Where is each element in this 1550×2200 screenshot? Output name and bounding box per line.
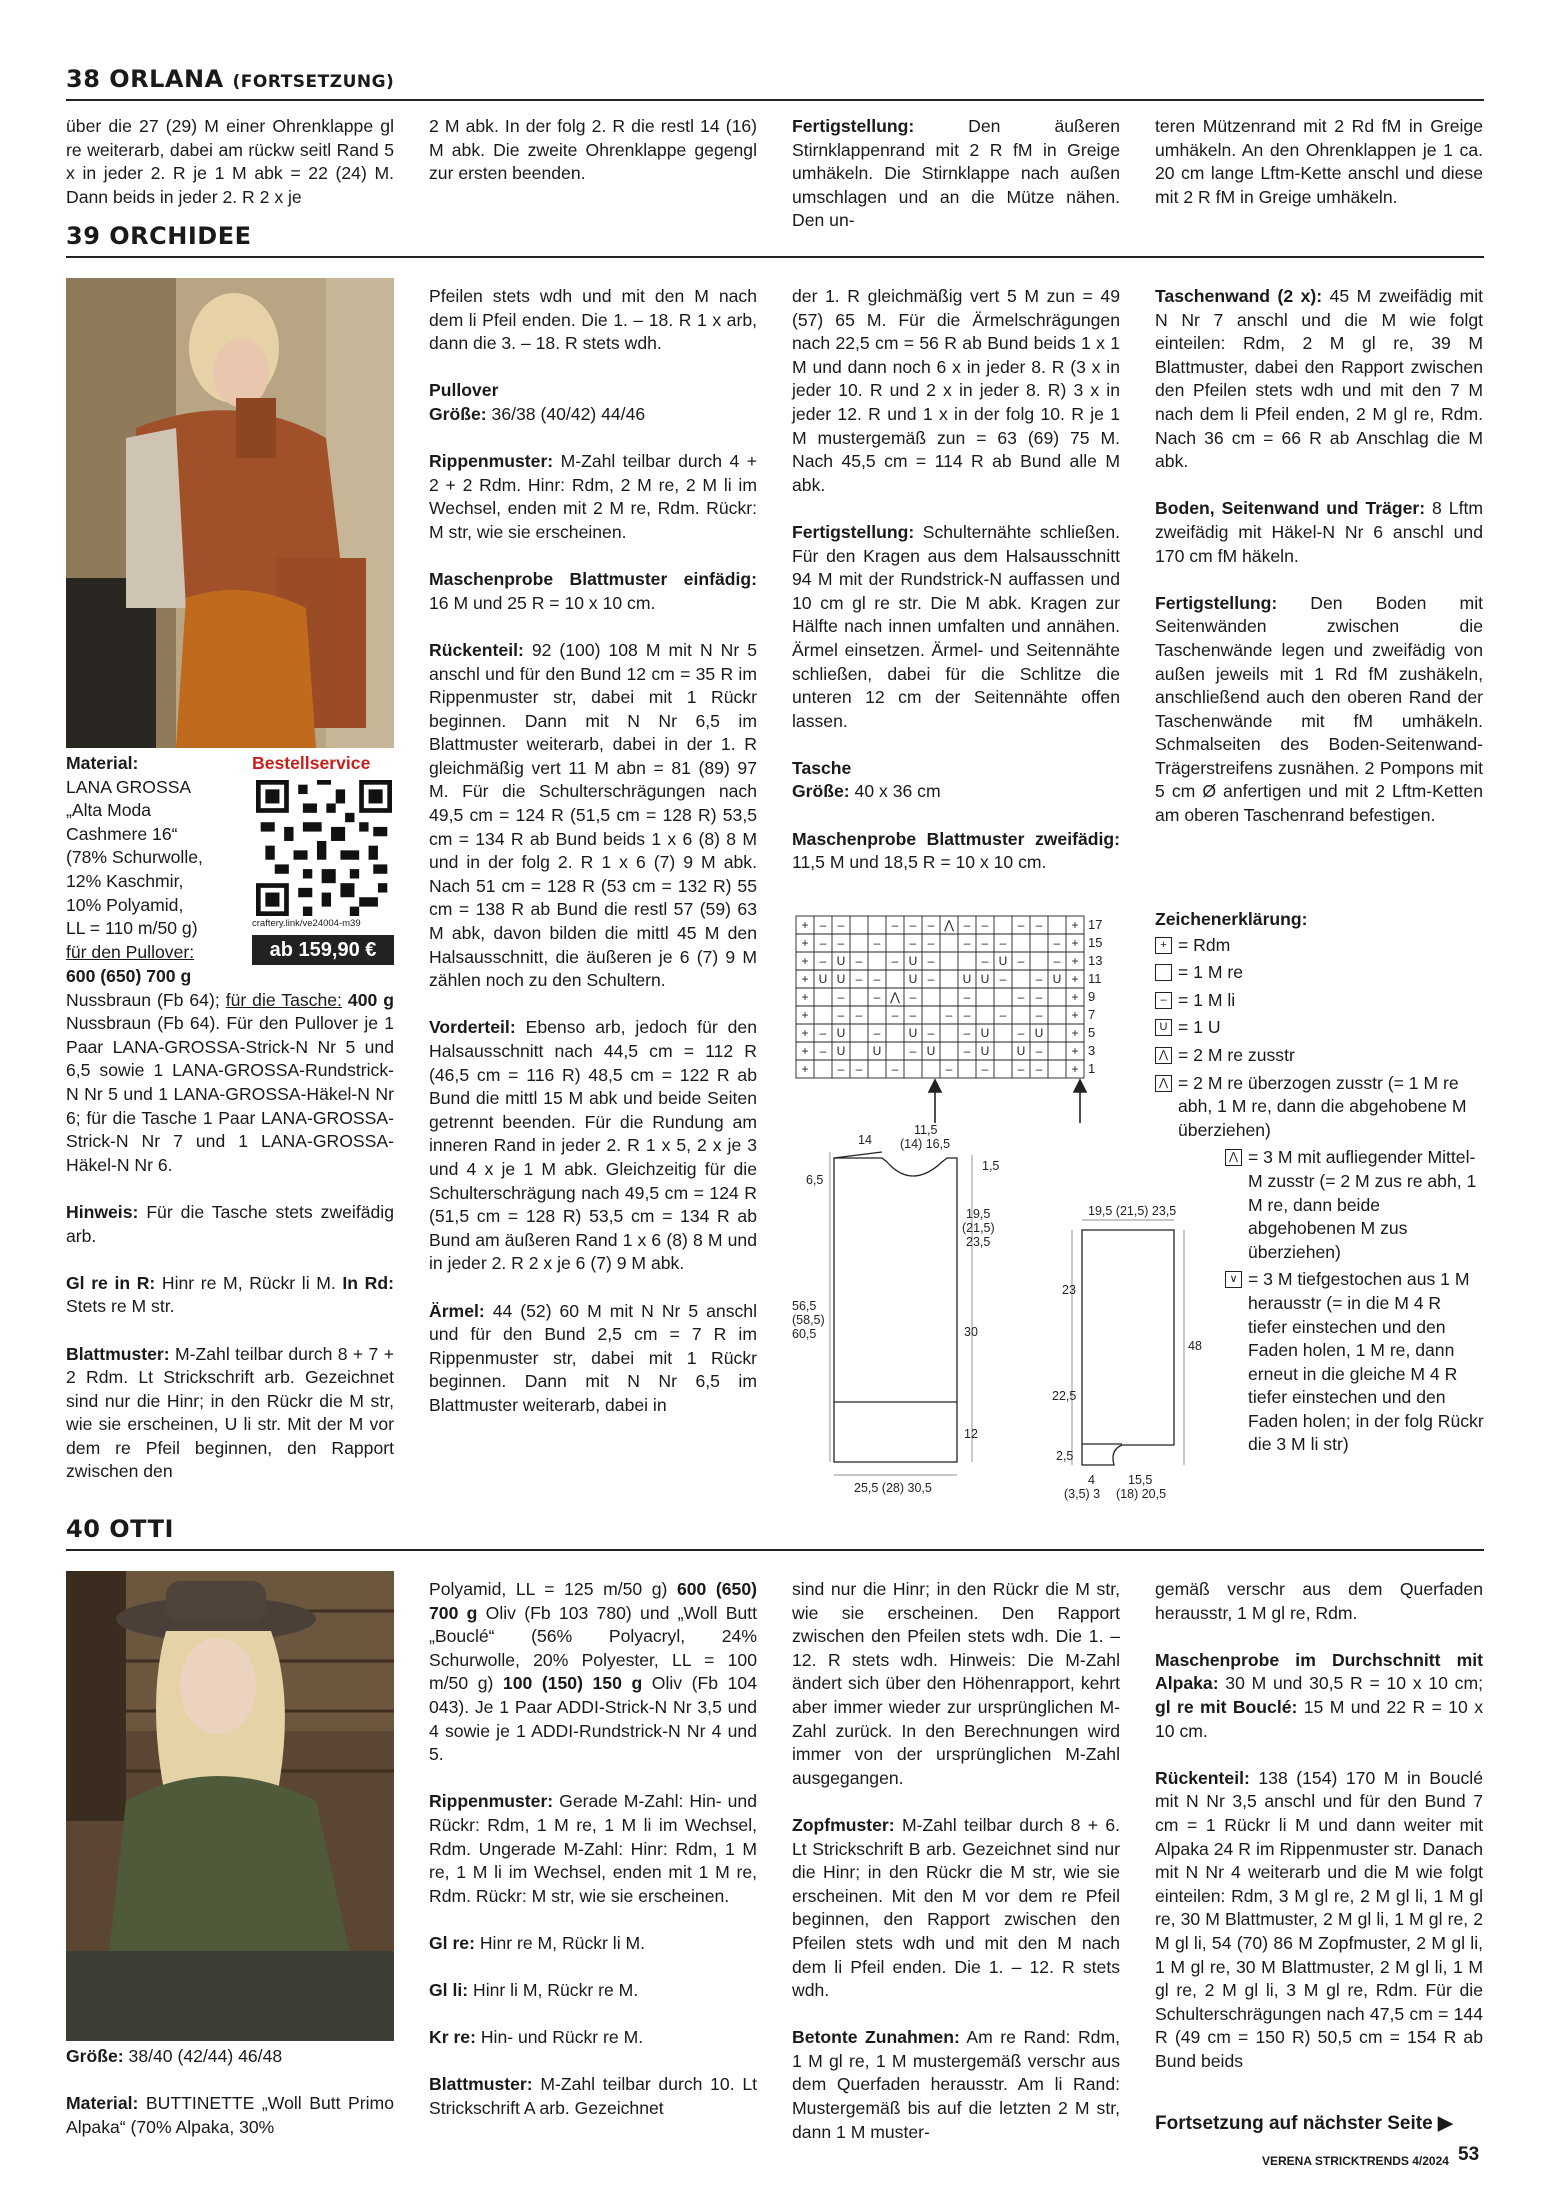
legend-item: ⋀ = 3 M mit aufliegender Mittel-M zusstr (= 2 M zus re abh, 1 M re, dann beide abgehobenen M zus überziehen) [1155, 1146, 1485, 1264]
chart-cell-symbol: – [1017, 1026, 1025, 1040]
chart-cell-symbol: – [891, 954, 899, 968]
chart-cell-symbol: – [1035, 990, 1043, 1004]
chart-cell-symbol: – [873, 1026, 881, 1040]
knit-symbol-icon [1155, 964, 1172, 981]
chart-cell-symbol: – [855, 1008, 863, 1022]
chart-cell-symbol: + [801, 1062, 809, 1076]
chart-cell-symbol: – [1017, 990, 1025, 1004]
chart-row-label: 11 [1088, 971, 1102, 986]
chart-cell-symbol: + [801, 954, 809, 968]
orlana-col-3: Fertigstellung: Den äußeren Stirnklappenrand mit 2 R fM in Greige umhäkeln. Die Stirnklappe nach außen umschlagen und an die Mütze nähen. Den un- [792, 116, 1120, 231]
chart-cell-symbol: U [1034, 1026, 1044, 1040]
chart-cell-symbol: + [1071, 1044, 1079, 1058]
chart-cell-symbol: + [1071, 1026, 1079, 1040]
chart-cell-symbol: U [962, 972, 972, 986]
schematic-label: (58,5) [792, 1313, 825, 1327]
chart-cell-symbol: ⋀ [890, 990, 900, 1004]
chart-cell-symbol: U [908, 1026, 918, 1040]
schematic-label: 12 [964, 1427, 978, 1441]
chart-cell-symbol: – [891, 1062, 899, 1076]
otti-col-2: Polyamid, LL = 125 m/50 g) 600 (650) 700 g Oliv (Fb 103 780) und „Woll Butt „Bouclé“ (56% Polyacryl, 24% Schurwolle, 20% Polyester, LL = 100 m/50 g) 100 (150) 150 g Oliv (Fb 104 043). Je 1 Paar ADDI-Strick-N Nr 3,5 und 4 sowie je 1 ADDI-Rundstrick-N Nr 4 und 5. Rippenmuster: Gerade M-Zahl: Hin- und Rückr: Rdm, 1 M re, 1 M li im Wechsel, Rdm. Ungerade M-Zahl: Hinr: Rdm, 1 M re, 1 M li im Wechsel, enden mit 1 M re, Rdm. Rückr: M str, wie sie erscheinen. Gl re: Hinr re M, Rückr li M. Gl li: Hinr li M, Rückr re M. Kr re: Hin- und Rückr re M. Blattmuster: M-Zahl teilbar durch 10. Lt Strickschrift A arb. Gezeichnet [429, 1579, 757, 2119]
page-number: 53 [1458, 2144, 1480, 2165]
chart-cell-symbol: + [1071, 990, 1079, 1004]
schematic-label: 6,5 [806, 1173, 824, 1187]
chart-row-label: 7 [1088, 1007, 1096, 1022]
chart-cell-symbol: U [908, 972, 918, 986]
chart-cell-symbol: – [819, 954, 827, 968]
schematic-label: 23 [1062, 1283, 1076, 1297]
chart-cell-symbol: – [819, 1044, 827, 1058]
schematic-label: 22,5 [1052, 1389, 1077, 1403]
legend-item: = 1 M re [1155, 961, 1485, 985]
chart-row-label: 5 [1088, 1025, 1096, 1040]
legend-item: ⋀ = 2 M re überzogen zusstr (= 1 M re abh, 1 M re, dann die abgehobene M überziehen) [1155, 1072, 1485, 1143]
chart-cell-symbol: – [837, 918, 845, 932]
chart-cell-symbol: + [801, 990, 809, 1004]
legend-item: U = 1 U [1155, 1016, 1485, 1040]
chart-cell-symbol: – [1035, 918, 1043, 932]
orchidee-col-4: Taschenwand (2 x): 45 M zweifädig mit N Nr 7 anschl und die M wie folgt einteilen: Rdm, 2 M gl re, 39 M Blattmuster, dabei den Rapport zwischen den Pfeilen stets wdh und mit den 7 M nach dem li Pfeil enden, 2 M gl re, Rdm. Nach 36 cm = 66 R ab Anschlag die M abk. Boden, Seitenwand und Träger: 8 Lftm zweifädig mit Häkel-N Nr 6 anschl und 170 cm fM häkeln. Fertigstellung: Den Boden mit Seitenwänden zwischen die Taschenwände legen und zweifädig von außen jeweils mit 1 Rd fM zushäkeln, anschließend auch den oberen Rand der Taschenwände mit fM umhäkeln. Schmalseiten des Boden-Seitenwand-Trägerstreifens zusnähen. 2 Pompons mit 5 cm Ø anfertigen und mit 2 Lftm-Ketten am oberen Taschenrand befestigen. [1155, 286, 1484, 826]
chart-cell-symbol: – [855, 1062, 863, 1076]
chart-cell-symbol: – [819, 1026, 827, 1040]
drop-stitch-symbol-icon: ∨ [1225, 1271, 1242, 1288]
purl-symbol-icon: – [1155, 992, 1172, 1009]
garment-schematic [792, 1110, 1202, 1520]
chart-cell-symbol: + [1071, 1008, 1079, 1022]
schematic-label: 25,5 (28) 30,5 [854, 1481, 932, 1495]
chart-cell-symbol: – [981, 954, 989, 968]
chart-cell-symbol: – [927, 918, 935, 932]
chart-cell-symbol: U [818, 972, 828, 986]
chart-cell-symbol: U [926, 1044, 936, 1058]
bestellservice-label[interactable]: Bestellservice [252, 753, 371, 773]
chart-cell-symbol: – [837, 990, 845, 1004]
section-rule [66, 256, 1484, 258]
chart-cell-symbol: U [836, 972, 846, 986]
chart-row-label: 15 [1088, 935, 1103, 950]
chart-cell-symbol: U [872, 1044, 882, 1058]
chart-cell-symbol: U [1016, 1044, 1026, 1058]
legend-item: + = Rdm [1155, 934, 1485, 958]
schematic-label: (21,5) [962, 1221, 995, 1235]
chart-cell-symbol: U [836, 1044, 846, 1058]
k2tog-symbol-icon: ⋀ [1155, 1047, 1172, 1064]
schematic-label: 1,5 [982, 1159, 1000, 1173]
chart-cell-symbol: – [855, 972, 863, 986]
chart-cell-symbol: U [836, 1026, 846, 1040]
section-rule [66, 1549, 1484, 1551]
orlana-col-2: 2 M abk. In der folg 2. R die restl 14 (16) M abk. Die zweite Ohrenklappe gegengl zur ersten beenden. [429, 116, 757, 184]
chart-cell-symbol: – [1035, 972, 1043, 986]
magazine-name: VERENA STRICKTRENDS 4/2024 [1262, 2154, 1449, 2168]
section-title-orlana: 38 ORLANA (FORTSETZUNG) [66, 65, 395, 93]
chart-cell-symbol: + [801, 1008, 809, 1022]
chart-cell-symbol: – [1053, 936, 1061, 950]
chart-cell-symbol: + [801, 1044, 809, 1058]
orchidee-col-2: Pfeilen stets wdh und mit den M nach dem li Pfeil enden. Die 1. – 18. R 1 x arb, dann die 3. – 18. R stets wdh. Pullover Größe: 36/38 (40/42) 44/46 Rippenmuster: M-Zahl teilbar durch 4 + 2 + 2 Rdm. Hinr: Rdm, 2 M re, 2 M li im Wechsel, enden mit 2 M re, Rdm. Rückr: M str, wie sie erscheinen. Maschenprobe Blattmuster einfädig: 16 M und 25 R = 10 x 10 cm. Rückenteil: 92 (100) 108 M mit N Nr 5 anschl und für den Bund 12 cm = 35 R im Rippenmuster str, dabei mit 1 Rückr beginnen. Dann mit N Nr 6,5 im Blattmuster weiterarb, dabei in der 1. R gleichmäßig vert 11 M abn = 81 (89) 97 M. Für die Schulterschrägungen nach 49,5 cm = 124 R (51,5 cm = 128 R) 53,5 cm = 134 R ab Bund beids 1 x 6 (8) 8 M und in der folg 2. R 1 x 6 (7) 9 M abk. Nach 51 cm = 128 R (53 cm = 132 R) 55 cm = 138 R ab Bund die restl 57 (59) 63 M abk, davon bilden die mittl 45 M den Halsausschnitt, die äußeren je 6 (7) 9 M zählen noch zu den Schultern. Vorderteil: Ebenso arb, jedoch für den Halsausschnitt nach 44,5 cm = 112 R (46,5 cm = 116 R) 48,5 cm = 122 R ab Bund die mittl 15 M abk und beide Seiten getrennt beenden. Für die Rundung am inneren Rand in jeder 2. R 1 x 5, 2 x je 3 und 4 x je 1 M abk. Gleichzeitig für die Schulterschrägung nach 49,5 cm = 124 R (51,5 cm = 128 R) 53,5 cm = 134 R ab Bund am äußeren Rand 1 x 6 (8) 8 M und in jeder 2. R 2 x je 6 (7) 9 M abk. Ärmel: 44 (52) 60 M mit N Nr 5 anschl und für den Bund 2,5 cm = 7 R im Rippenmuster str, dabei mit 1 Rückr beginnen. Dann mit N Nr 6,5 im Blattmuster weiterarb, dabei in [429, 286, 757, 1415]
chart-cell-symbol: – [837, 1008, 845, 1022]
orchidee-col-1: Material: Bestellservice LANA GROSSA „Alta Moda Cashmere 16“ (78% Schurwolle, 12% Kaschmir, 10% Polyamid, LL = 110 m/50 g) craftery.link/ve24004-m39 ab 159,90 € für den Pullover: 600 (650) 700 g Nussbraun (Fb 64); für die Tasche: 400 g Nussbraun (Fb 64). Für den Pullover je 1 Paar LANA-GROSSA-Strick-N Nr 5 und 6,5 sowie 1 LANA-GROSSA-Rundstrick-N Nr 5 und 1 LANA-GROSSA-Häkel-N Nr 6; für die Tasche 1 Paar LANA-GROSSA-Strick-N Nr 7 und 1 LANA-GROSSA-Häkel-N Nr 6. Hinweis: Für die Tasche stets zweifädig arb. Gl re in R: Hinr re M, Rückr li M. In Rd: Stets re M str. Blattmuster: M-Zahl teilbar durch 8 + 7 + 2 Rdm. Lt Strickschrift arb. Gezeichnet sind nur die Hinr; in den Rückr die M str, wie sie erscheinen, U li str. Mit der M vor dem re Pfeil beginnen, den Rapport zwischen den [66, 753, 394, 1482]
schematic-label: 2,5 [1056, 1449, 1074, 1463]
schematic-label: 15,5 [1128, 1473, 1153, 1487]
chart-row-label: 1 [1088, 1061, 1096, 1076]
continue-next-page-link[interactable]: Fortsetzung auf nächster Seite ▶ [1155, 2113, 1453, 2134]
price-badge: ab 159,90 € [252, 935, 394, 965]
chart-cell-symbol: + [1071, 972, 1079, 986]
chart-cell-symbol: – [873, 936, 881, 950]
chart-cell-symbol: – [999, 1008, 1007, 1022]
schematic-label: 56,5 [792, 1299, 817, 1313]
chart-cell-symbol: – [1017, 1062, 1025, 1076]
chart-cell-symbol: – [1035, 1008, 1043, 1022]
chart-row-label: 9 [1088, 989, 1096, 1004]
legend-item: ∨ = 3 M tiefgestochen aus 1 M herausstr (= in die M 4 R tiefer einstechen und den Faden holen, 1 M re, dann erneut in die gleiche M 4 R tiefer einstechen und den Faden holen; in der folg Rückr die 3 M li str) [1155, 1268, 1485, 1457]
material-lines: LANA GROSSA „Alta Moda Cashmere 16“ (78% Schurwolle, 12% Kaschmir, 10% Polyamid, LL = 110 m/50 g) [66, 776, 203, 939]
knitting-chart [796, 916, 1136, 1126]
otti-col-4: gemäß verschr aus dem Querfaden herausstr, 1 M gl re, Rdm. Maschenprobe im Durchschnitt mit Alpaka: 30 M und 30,5 R = 10 x 10 cm; gl re mit Bouclé: 15 M und 22 R = 10 x 10 cm. Rückenteil: 138 (154) 170 M in Bouclé mit N Nr 3,5 anschl und für den Bund 7 cm = 1 Rückr li M und dann weiter mit Alpaka 24 R im Rippenmuster str. Danach mit N Nr 4 weiterarb und die M wie folgt einteilen: Rdm, 3 M gl re, 2 M gl li, 1 M gl re, 30 M Blattmuster, 2 M gl li, 1 M gl re, 2 M gl li, 54 (70) 86 M Zopfmuster, 2 M gl li, 1 M gl re, 30 M Blattmuster, 2 M gl li, 1 M gl re, 2 M gl li, 3 M gl re, Rdm. Für die Schulterschrägungen nach 47,5 cm = 144 R (49 cm = 150 R) 50,5 cm = 154 R ab Bund beids [1155, 1579, 1483, 2071]
chart-cell-symbol: – [1035, 1062, 1043, 1076]
chart-cell-symbol: – [963, 1026, 971, 1040]
chart-cell-symbol: – [999, 936, 1007, 950]
orlana-col-4: teren Mützenrand mit 2 Rd fM in Greige umhäkeln. An den Ohrenklappen je 1 ca. 20 cm lange Lftm-Kette anschl und diese mit 2 R fM in Greige umhäkeln. [1155, 116, 1483, 207]
chart-cell-symbol: – [981, 1062, 989, 1076]
chart-cell-symbol: + [801, 972, 809, 986]
chart-cell-symbol: U [908, 954, 918, 968]
chart-cell-symbol: – [837, 1062, 845, 1076]
section-title-otti: 40 OTTI [66, 1515, 174, 1543]
chart-cell-symbol: U [998, 954, 1008, 968]
chart-row-label: 17 [1088, 917, 1103, 932]
chart-cell-symbol: + [1071, 1062, 1079, 1076]
schematic-label: 14 [858, 1133, 872, 1147]
chart-cell-symbol: – [963, 1044, 971, 1058]
cdd-symbol-icon: ⋀ [1225, 1149, 1242, 1166]
chart-cell-symbol: U [980, 1044, 990, 1058]
schematic-label: 48 [1188, 1339, 1202, 1353]
section-title-orchidee: 39 ORCHIDEE [66, 222, 252, 250]
section-rule [66, 99, 1484, 101]
otti-photo [66, 1571, 394, 2041]
chart-cell-symbol: – [909, 1044, 917, 1058]
chart-cell-symbol: ⋀ [944, 918, 954, 932]
chart-cell-symbol: – [819, 936, 827, 950]
chart-row-label: 13 [1088, 953, 1103, 968]
chart-cell-symbol: – [927, 936, 935, 950]
chart-legend: Zeichenerklärung: + = Rdm = 1 M re – = 1 M li U = 1 U ⋀ = 2 M re zusstr ⋀ = 2 M re überzogen zusstr (= 1 M re abh, 1 M re, dann die abgehobene M überziehen) ⋀ = 3 M mit aufliegender Mittel-M zusstr (= 2 M zus re abh, 1 M re, dann beide abgehobenen M zus überziehen) ∨ = 3 M tiefgestochen aus 1 M herausstr (= in die M 4 R tiefer einstechen und den Faden holen, 1 M re, dann erneut in die gleiche M 4 R tiefer einstechen und den Faden holen; in der folg Rückr die 3 M li str) [1155, 908, 1485, 1457]
rdm-symbol-icon: + [1155, 937, 1172, 954]
chart-cell-symbol: – [909, 936, 917, 950]
otti-col-3: sind nur die Hinr; in den Rückr die M str, wie sie erscheinen. Den Rapport zwischen den Pfeilen stets wdh. Die 1. – 12. R stets wdh. Hinweis: Die M-Zahl ändert sich über den Höhenrapport, kehrt aber immer wieder zur ursprünglichen M-Zahl zurück. In den Berechnungen wird immer von der ursprünglichen M-Zahl ausgegangen. Zopfmuster: M-Zahl teilbar durch 8 + 6. Lt Strickschrift B arb. Gezeichnet sind nur die Hinr; in den Rückr die M str, wie sie erscheinen. Mit den M vor dem re Pfeil beginnen, den Rapport zwischen den Pfeilen stets wdh und mit den M nach dem li Pfeil enden. Die 1. – 12. R stets wdh. Betonte Zunahmen: Am re Rand: Rdm, 1 M gl re, 1 M mustergemäß verschr aus dem Querfaden herausstr. Am li Rand: Mustergemäß bis auf die letzten 2 M str, dann 1 M muster- [792, 1579, 1120, 2142]
legend-item: – = 1 M li [1155, 989, 1485, 1013]
schematic-label: (3,5) 3 [1064, 1487, 1101, 1501]
schematic-label: 11,5 [914, 1123, 938, 1137]
otti-col-1: Größe: 38/40 (42/44) 46/48 Material: BUTTINETTE „Woll Butt Primo Alpaka“ (70% Alpaka, 30% [66, 2046, 394, 2137]
chart-cell-symbol: – [981, 936, 989, 950]
chart-cell-symbol: – [909, 990, 917, 1004]
chart-cell-symbol: + [1071, 936, 1079, 950]
orchidee-col-3: der 1. R gleichmäßig vert 5 M zun = 49 (57) 65 M. Für die Ärmelschrägungen nach 22,5 cm = 56 R ab Bund beids 1 x 1 M und dann noch 6 x in jeder 8. R (3 x in jeder 10. R und 2 x in jeder 8. R) 3 x in jeder 12. R und 1 x in der folg 10. R je 1 M mustergemäß zun = 63 (69) 75 M. Nach 45,5 cm = 114 R ab Bund alle M abk. Fertigstellung: Schulternähte schließen. Für den Kragen aus dem Halsausschnitt 94 M mit der Rundstrick-N auffassen und 10 cm gl re str. Die M abk. Kragen zur Hälfte nach innen umfalten und annähen. Ärmel einsetzen. Ärmel- und Seitennähte schließen, dabei für die Schlitze die unteren 12 cm der Seitennähte offen lassen. Tasche Größe: 40 x 36 cm Maschenprobe Blattmuster zweifädig: 11,5 M und 18,5 R = 10 x 10 cm. [792, 286, 1120, 873]
chart-cell-symbol: – [1035, 1044, 1043, 1058]
chart-cell-symbol: + [1071, 918, 1079, 932]
chart-cell-symbol: – [1053, 954, 1061, 968]
chart-cell-symbol: – [819, 918, 827, 932]
chart-cell-symbol: – [873, 972, 881, 986]
chart-cell-symbol: – [927, 1026, 935, 1040]
schematic-label: 4 [1088, 1473, 1095, 1487]
orlana-col-1: über die 27 (29) M einer Ohrenklappe gl re weiterarb, dabei am rückw seitl Rand 5 x in jeder 2. R je 1 M abk = 22 (24) M. Dann beids in jeder 2. R 2 x je [66, 116, 394, 207]
chart-cell-symbol: – [891, 918, 899, 932]
chart-cell-symbol: – [963, 1008, 971, 1022]
qr-link[interactable]: craftery.link/ve24004-m39 [252, 918, 361, 929]
schematic-label: (18) 20,5 [1116, 1487, 1167, 1501]
chart-cell-symbol: – [855, 954, 863, 968]
schematic-label: 60,5 [792, 1327, 817, 1341]
chart-cell-symbol: – [945, 1062, 953, 1076]
chart-cell-symbol: – [837, 936, 845, 950]
chart-row-label: 3 [1088, 1043, 1096, 1058]
yarn-over-symbol-icon: U [1155, 1019, 1172, 1036]
chart-cell-symbol: – [909, 1008, 917, 1022]
chart-cell-symbol: U [980, 972, 990, 986]
chart-cell-symbol: – [873, 990, 881, 1004]
schematic-label: 19,5 [966, 1207, 991, 1221]
schematic-label: (14) 16,5 [900, 1137, 951, 1151]
chart-cell-symbol: + [801, 1026, 809, 1040]
chart-cell-symbol: – [945, 1008, 953, 1022]
chart-cell-symbol: – [963, 990, 971, 1004]
chart-cell-symbol: + [801, 918, 809, 932]
chart-cell-symbol: – [999, 972, 1007, 986]
legend-item: ⋀ = 2 M re zusstr [1155, 1044, 1485, 1068]
orchidee-photo [66, 278, 394, 748]
chart-cell-symbol: + [1071, 954, 1079, 968]
chart-cell-symbol: + [801, 936, 809, 950]
chart-cell-symbol: – [891, 1008, 899, 1022]
schematic-label: 30 [964, 1325, 978, 1339]
qr-code[interactable] [256, 780, 392, 916]
chart-cell-symbol: – [909, 918, 917, 932]
chart-cell-symbol: – [963, 918, 971, 932]
chart-cell-symbol: – [981, 918, 989, 932]
schematic-label: 23,5 [966, 1235, 991, 1249]
ssk-symbol-icon: ⋀ [1155, 1075, 1172, 1092]
chart-cell-symbol: U [1052, 972, 1062, 986]
chart-cell-symbol: – [927, 954, 935, 968]
chart-cell-symbol: – [927, 972, 935, 986]
chart-cell-symbol: U [836, 954, 846, 968]
chart-cell-symbol: U [980, 1026, 990, 1040]
chart-cell-symbol: – [1017, 918, 1025, 932]
chart-cell-symbol: – [1017, 954, 1025, 968]
schematic-label: 19,5 (21,5) 23,5 [1088, 1204, 1177, 1218]
chart-cell-symbol: – [963, 936, 971, 950]
